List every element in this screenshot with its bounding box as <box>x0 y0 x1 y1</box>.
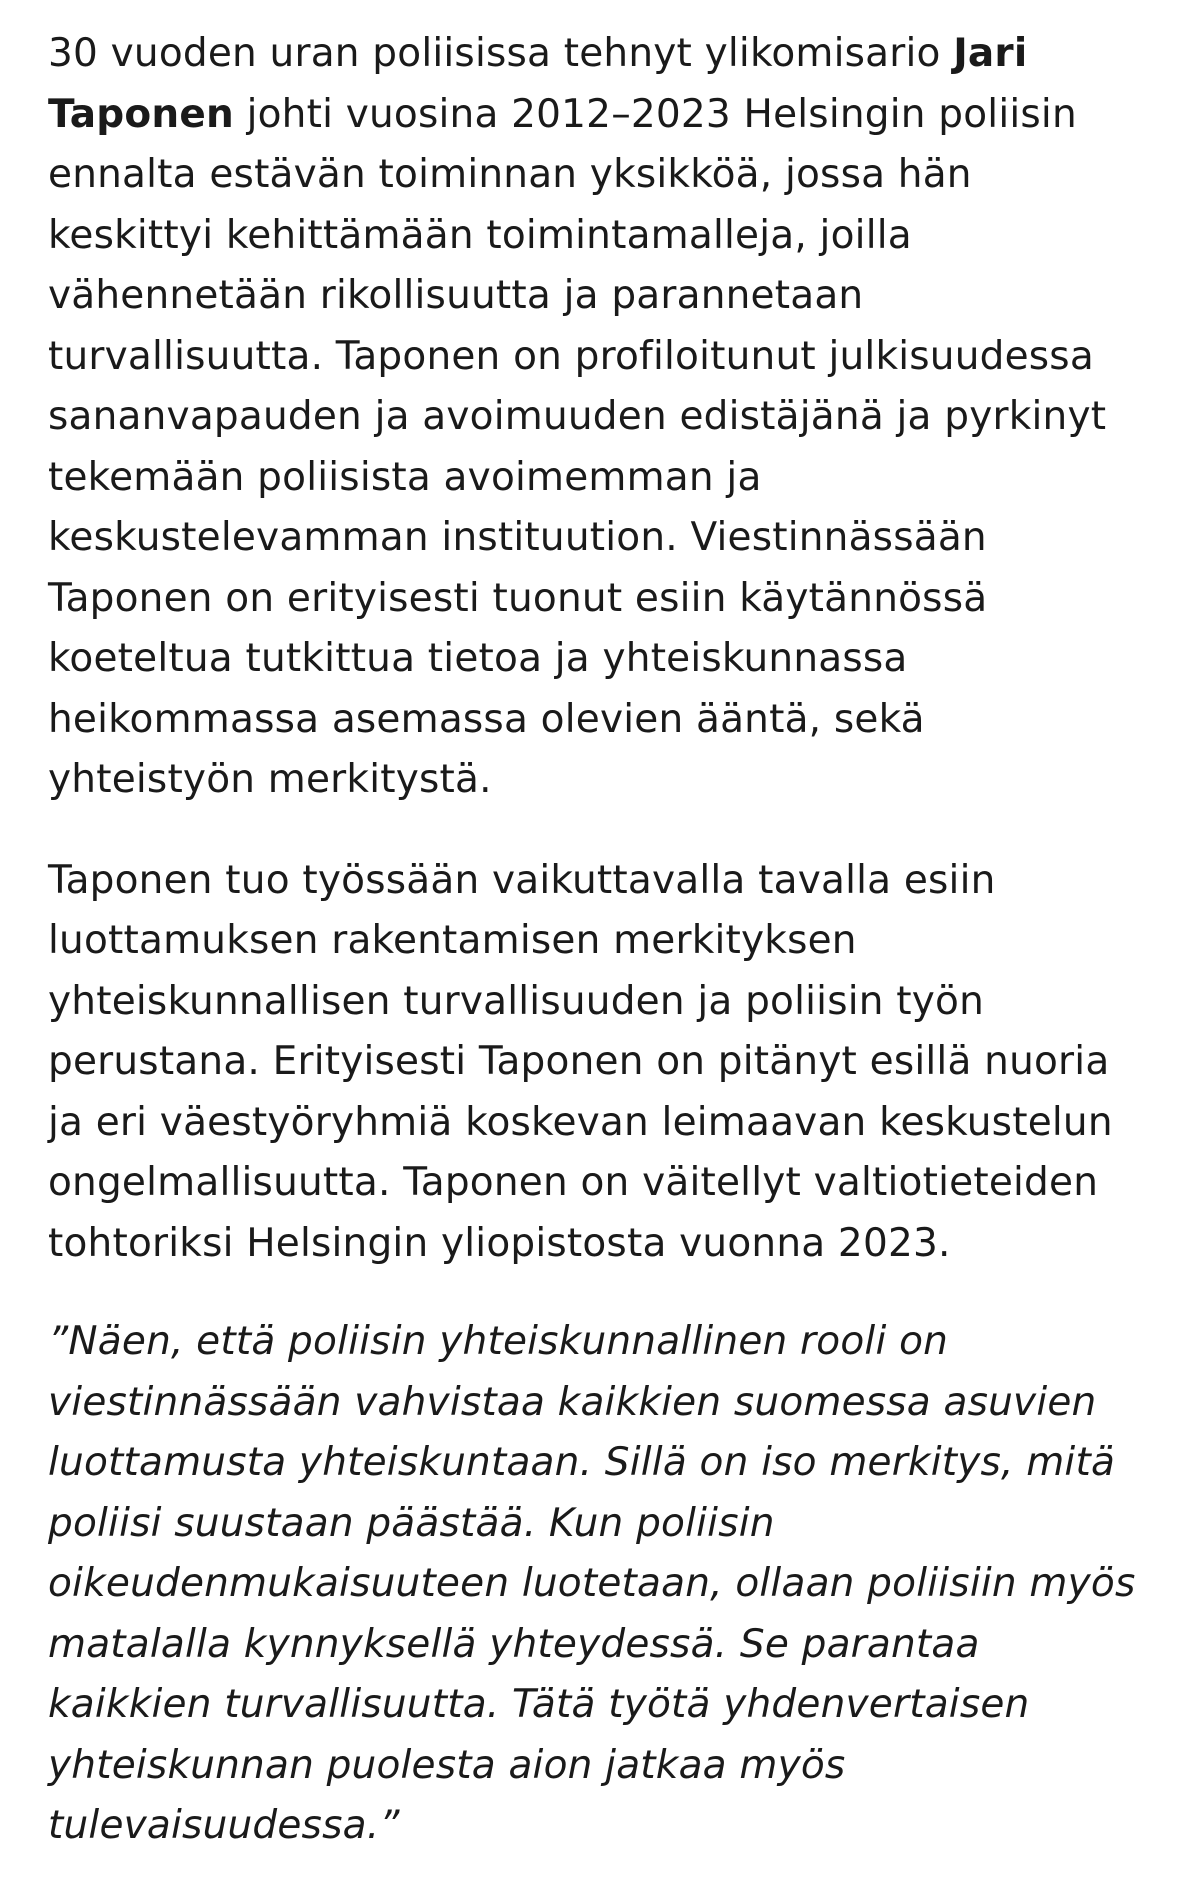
quote-paragraph: ”Näen, että poliisin yhteiskunnallinen rooli on viestinnässään vahvistaa kaikkien suomessa asuvien luottamusta yhteiskuntaan. Sillä on iso merkitys, mitä poliisi suustaan päästää. Kun poliisin oikeudenmukaisuuteen luotetaan, ollaan poliisiin myös matalalla kynnyksellä yhteydessä. Se parantaa kaikkien turvallisuutta. Tätä työtä yhdenvertaisen yhteiskunnan puolesta aion jatkaa myös tulevaisuudessa.” <box>48 1319 1136 1848</box>
article-body <box>48 24 1138 1857</box>
bio-paragraph <box>48 24 1138 811</box>
trust-paragraph: Taponen tuo työssään vaikuttavalla tavalla esiin luottamuksen rakentamisen merkityksen yhteiskunnallisen turvallisuuden ja poliisin työn perustana. Erityisesti Taponen on pitänyt esillä nuoria ja eri väestyöryhmiä koskevan leimaavan keskustelun ongelmallisuutta. Taponen on väitellyt valtiotieteiden tohtoriksi Helsingin yliopistosta vuonna 2023. <box>48 857 1113 1266</box>
person-name: Jari Taponen <box>48 31 1028 137</box>
bio-continuation-text: johti vuosina 2012–2023 Helsingin poliisin ennalta estävän toiminnan yksikköä, jossa hän keskittyi kehittämään toimintamalleja, joilla vähennetään rikollisuutta ja parannetaan turvallisuutta. Taponen on profiloitunut julkisuudessa sananvapauden ja avoimuuden edistäjänä ja pyrkinyt tekemään poliisista avoimemman ja keskustelevamman instituution. Viestinnässään Taponen on erityisesti tuonut esiin käytännössä koeteltua tutkittua tietoa ja yhteiskunnassa heikommassa asemassa olevien ääntä, sekä yhteistyön merkitystä. <box>48 91 1107 802</box>
bio-intro-text: 30 vuoden uran poliisissa tehnyt ylikomisario <box>48 31 954 76</box>
